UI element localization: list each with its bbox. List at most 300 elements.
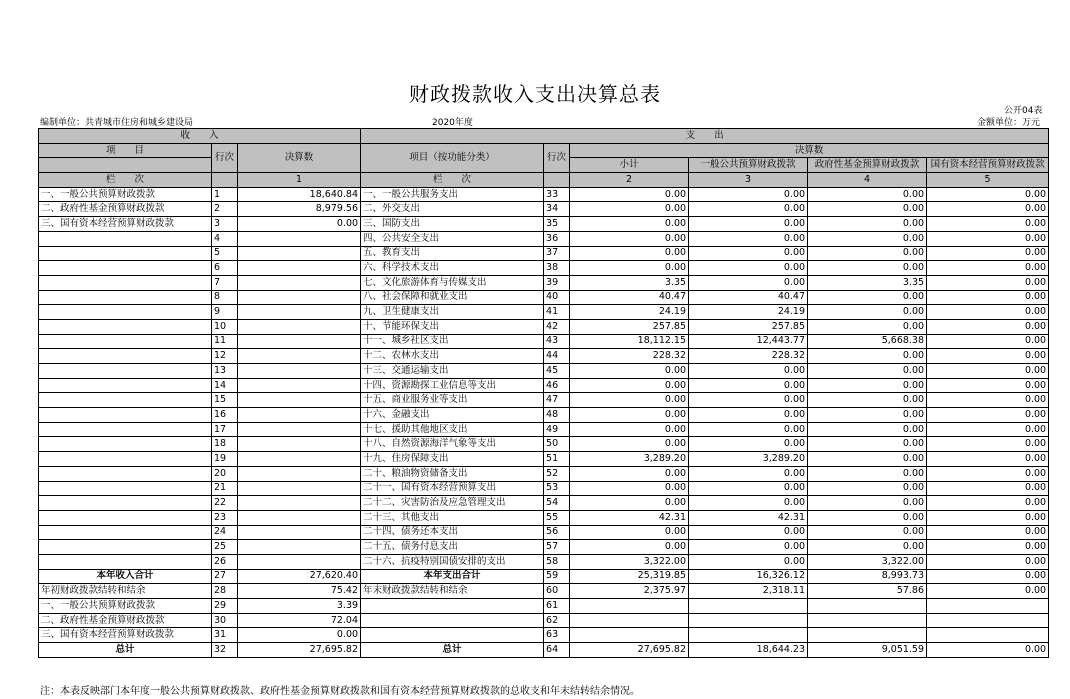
- table-row: [39, 466, 1049, 481]
- expense-gov-fund: 0.00: [808, 364, 927, 379]
- income-amount: [238, 246, 361, 261]
- expense-state-capital: 0.00: [927, 217, 1049, 232]
- expense-state-capital: 0.00: [927, 408, 1049, 423]
- expense-line-no: 46: [544, 378, 570, 393]
- income-line-no: 3: [212, 217, 238, 232]
- income-amount: [238, 275, 361, 290]
- income-amount: [238, 466, 361, 481]
- blank-cell: [808, 628, 927, 643]
- expense-gov-fund: 0.00: [808, 540, 927, 555]
- year-income-no: 27: [212, 569, 238, 584]
- expense-subtotal: 18,112.15: [570, 334, 689, 349]
- footnote: 注：本表反映部门本年度一般公共预算财政拨款、政府性基金预算财政拨款和国有资本经营预算财政拨款的总收支和年末结转结余情况。: [40, 686, 640, 697]
- expense-subtotal: 0.00: [570, 437, 689, 452]
- expense-item: 六、科学技术支出: [361, 261, 544, 276]
- expense-item: 十七、援助其他地区支出: [361, 422, 544, 437]
- expense-line-no: 56: [544, 525, 570, 540]
- income-line-no: 5: [212, 246, 238, 261]
- income-amount: [238, 364, 361, 379]
- end-balance-no: 60: [544, 584, 570, 599]
- table-row: [39, 569, 1049, 584]
- expense-state-capital: 0.00: [927, 437, 1049, 452]
- final-amount-header: 决算数: [238, 143, 361, 172]
- expense-gen-budget: 0.00: [689, 231, 808, 246]
- expense-gen-budget: 0.00: [689, 554, 808, 569]
- expense-gov-fund: 0.00: [808, 466, 927, 481]
- expense-subtotal: 0.00: [570, 540, 689, 555]
- table-row: [39, 275, 1049, 290]
- income-line-no: 19: [212, 452, 238, 467]
- expense-state-capital: 0.00: [927, 334, 1049, 349]
- expense-gen-budget: 24.19: [689, 305, 808, 320]
- expense-state-capital: 0.00: [927, 231, 1049, 246]
- grand-total-ex-no: 64: [544, 643, 570, 658]
- income-amount: [238, 393, 361, 408]
- table-row: [39, 334, 1049, 349]
- line-no-header: 行次: [212, 143, 238, 172]
- income-line-no: 9: [212, 305, 238, 320]
- expense-item: 五、教育支出: [361, 246, 544, 261]
- income-item: [39, 378, 212, 393]
- begin-balance-no: 28: [212, 584, 238, 599]
- income-amount: 8,979.56: [238, 202, 361, 217]
- table-row: [39, 187, 1049, 202]
- expense-state-capital: 0.00: [927, 540, 1049, 555]
- expense-item: 九、卫生健康支出: [361, 305, 544, 320]
- expense-gov-fund: 0.00: [808, 408, 927, 423]
- table-row: [39, 231, 1049, 246]
- income-amount: [238, 231, 361, 246]
- income-header: 收 入: [39, 129, 361, 144]
- expense-item: 二十四、债务还本支出: [361, 525, 544, 540]
- expense-line-no: 55: [544, 510, 570, 525]
- col-label-2: 栏 次: [361, 173, 544, 188]
- expense-gen-budget: 0.00: [689, 466, 808, 481]
- income-amount: [238, 452, 361, 467]
- budget-summary-table: [38, 128, 1049, 658]
- blank-cell: [927, 599, 1049, 614]
- expense-state-capital: 0.00: [927, 481, 1049, 496]
- income-line-no: 16: [212, 408, 238, 423]
- income-item: [39, 349, 212, 364]
- income-item: [39, 554, 212, 569]
- expense-line-no: 57: [544, 540, 570, 555]
- income-line-no: 17: [212, 422, 238, 437]
- expense-gov-fund: 0.00: [808, 261, 927, 276]
- expense-item: 二十五、债务付息支出: [361, 540, 544, 555]
- balance-gen-ex-no: 61: [544, 599, 570, 614]
- table-row: [39, 554, 1049, 569]
- expense-subtotal: 3,289.20: [570, 452, 689, 467]
- expense-subtotal: 0.00: [570, 231, 689, 246]
- expense-item: 十四、资源勘探工业信息等支出: [361, 378, 544, 393]
- expense-subtotal: 0.00: [570, 496, 689, 511]
- end-balance-gen: 2,318.11: [689, 584, 808, 599]
- expense-item: 十八、自然资源海洋气象等支出: [361, 437, 544, 452]
- income-line-no: 8: [212, 290, 238, 305]
- income-amount: [238, 334, 361, 349]
- income-item: [39, 422, 212, 437]
- table-row: [39, 452, 1049, 467]
- balance-gen-amount: 3.39: [238, 599, 361, 614]
- expense-subtotal: 0.00: [570, 393, 689, 408]
- income-line-no: 13: [212, 364, 238, 379]
- item-header-blank: [39, 158, 212, 173]
- balance-cap-ex-no: 63: [544, 628, 570, 643]
- expense-gen-budget: 42.31: [689, 510, 808, 525]
- income-amount: [238, 525, 361, 540]
- income-amount: [238, 261, 361, 276]
- expense-state-capital: 0.00: [927, 510, 1049, 525]
- table-row: [39, 628, 1049, 643]
- table-row: [39, 393, 1049, 408]
- expense-state-capital: 0.00: [927, 202, 1049, 217]
- expense-state-capital: 0.00: [927, 554, 1049, 569]
- gen-budget-header: 一般公共预算财政拨款: [689, 158, 808, 173]
- grand-total-label: 总计: [39, 643, 212, 658]
- income-item: [39, 290, 212, 305]
- table-row: [39, 261, 1049, 276]
- expense-item: 一、一般公共服务支出: [361, 187, 544, 202]
- income-item: 二、政府性基金预算财政拨款: [39, 202, 212, 217]
- balance-cap-label: 三、国有资本经营预算财政拨款: [39, 628, 212, 643]
- begin-balance-amount: 75.42: [238, 584, 361, 599]
- expense-line-no: 47: [544, 393, 570, 408]
- item-header: 项 目: [39, 143, 212, 158]
- line-no-header-2: 行次: [544, 143, 570, 172]
- expense-gov-fund: 0.00: [808, 290, 927, 305]
- expense-gen-budget: 0.00: [689, 261, 808, 276]
- table-row: [39, 599, 1049, 614]
- expense-gov-fund: 0.00: [808, 217, 927, 232]
- expense-gen-budget: 40.47: [689, 290, 808, 305]
- income-item: [39, 466, 212, 481]
- balance-cap-no: 31: [212, 628, 238, 643]
- expense-line-no: 39: [544, 275, 570, 290]
- table-row: [39, 525, 1049, 540]
- income-line-no: 20: [212, 466, 238, 481]
- income-item: [39, 510, 212, 525]
- blank-cell: [927, 628, 1049, 643]
- expense-item: 二十三、其他支出: [361, 510, 544, 525]
- grand-total-fund: 9,051.59: [808, 643, 927, 658]
- expense-item: 十二、农林水支出: [361, 349, 544, 364]
- grand-total-cap: 0.00: [927, 643, 1049, 658]
- blank-cell: [689, 599, 808, 614]
- year-expense-gen: 16,326.12: [689, 569, 808, 584]
- expense-gov-fund: 0.00: [808, 319, 927, 334]
- table-row: [39, 613, 1049, 628]
- income-item: [39, 525, 212, 540]
- table-row: [39, 422, 1049, 437]
- expense-state-capital: 0.00: [927, 290, 1049, 305]
- blank-cell: [361, 613, 544, 628]
- expense-state-capital: 0.00: [927, 422, 1049, 437]
- expense-state-capital: 0.00: [927, 466, 1049, 481]
- blank-cell: [927, 613, 1049, 628]
- begin-balance-label: 年初财政拨款结转和结余: [39, 584, 212, 599]
- income-amount: 18,640.84: [238, 187, 361, 202]
- expense-line-no: 42: [544, 319, 570, 334]
- income-item: [39, 496, 212, 511]
- income-amount: 0.00: [238, 217, 361, 232]
- expense-gen-budget: 257.85: [689, 319, 808, 334]
- table-row: [39, 319, 1049, 334]
- expense-gen-budget: 0.00: [689, 481, 808, 496]
- income-item: [39, 481, 212, 496]
- expense-line-no: 41: [544, 305, 570, 320]
- income-item: [39, 437, 212, 452]
- expense-gen-budget: 0.00: [689, 422, 808, 437]
- income-line-no: 23: [212, 510, 238, 525]
- expense-item: 十三、交通运输支出: [361, 364, 544, 379]
- col-label-blank-2: [544, 173, 570, 188]
- expense-subtotal: 0.00: [570, 408, 689, 423]
- expense-line-no: 36: [544, 231, 570, 246]
- blank-cell: [808, 613, 927, 628]
- income-item: [39, 393, 212, 408]
- col-num-4: 4: [808, 173, 927, 188]
- income-line-no: 4: [212, 231, 238, 246]
- income-line-no: 22: [212, 496, 238, 511]
- expense-gen-budget: 0.00: [689, 364, 808, 379]
- income-item: [39, 452, 212, 467]
- expense-subtotal: 0.00: [570, 481, 689, 496]
- income-item: [39, 305, 212, 320]
- expense-gov-fund: 0.00: [808, 202, 927, 217]
- col-num-1: 1: [238, 173, 361, 188]
- table-row: [39, 540, 1049, 555]
- expense-gov-fund: 0.00: [808, 525, 927, 540]
- expense-gov-fund: 0.00: [808, 246, 927, 261]
- expense-subtotal: 0.00: [570, 466, 689, 481]
- expense-gen-budget: 12,443.77: [689, 334, 808, 349]
- expense-gov-fund: 0.00: [808, 452, 927, 467]
- expense-line-no: 44: [544, 349, 570, 364]
- col-num-2: 2: [570, 173, 689, 188]
- balance-gen-label: 一、一般公共预算财政拨款: [39, 599, 212, 614]
- income-item: [39, 408, 212, 423]
- end-balance-fund: 57.86: [808, 584, 927, 599]
- income-amount: [238, 349, 361, 364]
- expense-item: 二十、粮油物资储备支出: [361, 466, 544, 481]
- balance-fund-ex-no: 62: [544, 613, 570, 628]
- expense-gov-fund: 0.00: [808, 378, 927, 393]
- expense-state-capital: 0.00: [927, 305, 1049, 320]
- expense-gen-budget: 0.00: [689, 408, 808, 423]
- income-item: [39, 334, 212, 349]
- expense-item: 十、节能环保支出: [361, 319, 544, 334]
- grand-total-gen: 18,644.23: [689, 643, 808, 658]
- expense-subtotal: 24.19: [570, 305, 689, 320]
- expense-item: 三、国防支出: [361, 217, 544, 232]
- expense-gov-fund: 3,322.00: [808, 554, 927, 569]
- expense-gen-budget: 0.00: [689, 525, 808, 540]
- expense-state-capital: 0.00: [927, 452, 1049, 467]
- expense-item: 二十六、抗疫特别国债安排的支出: [361, 554, 544, 569]
- table-row: [39, 305, 1049, 320]
- expense-item: 二十一、国有资本经营预算支出: [361, 481, 544, 496]
- expense-line-no: 45: [544, 364, 570, 379]
- expense-state-capital: 0.00: [927, 378, 1049, 393]
- income-amount: [238, 496, 361, 511]
- expense-line-no: 40: [544, 290, 570, 305]
- subtotal-header: 小计: [570, 158, 689, 173]
- expense-line-no: 43: [544, 334, 570, 349]
- income-item: 一、一般公共预算财政拨款: [39, 187, 212, 202]
- income-line-no: 11: [212, 334, 238, 349]
- expense-subtotal: 3.35: [570, 275, 689, 290]
- expense-item: 二十二、灾害防治及应急管理支出: [361, 496, 544, 511]
- blank-cell: [361, 599, 544, 614]
- income-line-no: 2: [212, 202, 238, 217]
- expense-subtotal: 0.00: [570, 525, 689, 540]
- income-line-no: 26: [212, 554, 238, 569]
- expense-gen-budget: 3,289.20: [689, 452, 808, 467]
- year-expense-cap: 0.00: [927, 569, 1049, 584]
- final-amount-header-2: 决算数: [570, 143, 1049, 158]
- expense-subtotal: 42.31: [570, 510, 689, 525]
- blank-cell: [808, 599, 927, 614]
- amount-unit: 金额单位：万元: [977, 118, 1041, 128]
- grand-total-no: 32: [212, 643, 238, 658]
- income-item: [39, 246, 212, 261]
- expense-state-capital: 0.00: [927, 349, 1049, 364]
- func-item-header: 项目（按功能分类）: [361, 143, 544, 172]
- income-amount: [238, 422, 361, 437]
- expense-line-no: 52: [544, 466, 570, 481]
- grand-total-amount: 27,695.82: [238, 643, 361, 658]
- grand-total-subtotal: 27,695.82: [570, 643, 689, 658]
- expense-state-capital: 0.00: [927, 275, 1049, 290]
- expense-line-no: 50: [544, 437, 570, 452]
- expense-subtotal: 0.00: [570, 261, 689, 276]
- compiling-unit: 编制单位：共青城市住房和城乡建设局: [40, 118, 194, 128]
- expense-gen-budget: 0.00: [689, 202, 808, 217]
- expense-gov-fund: 0.00: [808, 510, 927, 525]
- income-line-no: 21: [212, 481, 238, 496]
- expense-gen-budget: 0.00: [689, 246, 808, 261]
- income-line-no: 12: [212, 349, 238, 364]
- table-row: [39, 437, 1049, 452]
- expense-gen-budget: 0.00: [689, 275, 808, 290]
- expense-state-capital: 0.00: [927, 496, 1049, 511]
- table-row: [39, 349, 1049, 364]
- year-expense-label: 本年支出合计: [361, 569, 544, 584]
- table-row: [39, 643, 1049, 658]
- expense-line-no: 51: [544, 452, 570, 467]
- expense-item: 四、公共安全支出: [361, 231, 544, 246]
- expense-subtotal: 0.00: [570, 187, 689, 202]
- expense-line-no: 54: [544, 496, 570, 511]
- expense-item: 十六、金融支出: [361, 408, 544, 423]
- expense-subtotal: 0.00: [570, 422, 689, 437]
- expense-subtotal: 228.32: [570, 349, 689, 364]
- year-income-label: 本年收入合计: [39, 569, 212, 584]
- expense-item: 十一、城乡社区支出: [361, 334, 544, 349]
- income-amount: [238, 437, 361, 452]
- income-amount: [238, 408, 361, 423]
- end-balance-cap: 0.00: [927, 584, 1049, 599]
- expense-line-no: 49: [544, 422, 570, 437]
- expense-gen-budget: 0.00: [689, 496, 808, 511]
- expense-gov-fund: 0.00: [808, 422, 927, 437]
- income-amount: [238, 378, 361, 393]
- balance-fund-no: 30: [212, 613, 238, 628]
- expense-state-capital: 0.00: [927, 261, 1049, 276]
- blank-cell: [689, 628, 808, 643]
- expense-line-no: 33: [544, 187, 570, 202]
- income-amount: [238, 554, 361, 569]
- year-expense-no: 59: [544, 569, 570, 584]
- expense-state-capital: 0.00: [927, 246, 1049, 261]
- income-line-no: 1: [212, 187, 238, 202]
- expense-subtotal: 0.00: [570, 378, 689, 393]
- expense-gov-fund: 0.00: [808, 349, 927, 364]
- expense-state-capital: 0.00: [927, 319, 1049, 334]
- expense-gov-fund: 5,668.38: [808, 334, 927, 349]
- grand-total-label-2: 总计: [361, 643, 544, 658]
- state-capital-header: 国有资本经营预算财政拨款: [927, 158, 1049, 173]
- income-item: [39, 540, 212, 555]
- gov-fund-header: 政府性基金预算财政拨款: [808, 158, 927, 173]
- expense-gov-fund: 0.00: [808, 187, 927, 202]
- expense-gov-fund: 3.35: [808, 275, 927, 290]
- col-num-5: 5: [927, 173, 1049, 188]
- expense-line-no: 34: [544, 202, 570, 217]
- expense-gen-budget: 0.00: [689, 217, 808, 232]
- expense-subtotal: 0.00: [570, 202, 689, 217]
- table-row: [39, 481, 1049, 496]
- expense-gov-fund: 0.00: [808, 305, 927, 320]
- income-line-no: 10: [212, 319, 238, 334]
- report-year: 2020年度: [432, 118, 473, 128]
- table-row: [39, 510, 1049, 525]
- col-label-blank: [212, 173, 238, 188]
- income-item: 三、国有资本经营预算财政拨款: [39, 217, 212, 232]
- col-label: 栏 次: [39, 173, 212, 188]
- expense-subtotal: 0.00: [570, 217, 689, 232]
- year-expense-subtotal: 25,319.85: [570, 569, 689, 584]
- expense-gov-fund: 0.00: [808, 393, 927, 408]
- income-item: [39, 364, 212, 379]
- expense-line-no: 48: [544, 408, 570, 423]
- expense-subtotal: 257.85: [570, 319, 689, 334]
- expense-gen-budget: 0.00: [689, 437, 808, 452]
- expense-gen-budget: 0.00: [689, 540, 808, 555]
- expense-state-capital: 0.00: [927, 187, 1049, 202]
- income-line-no: 6: [212, 261, 238, 276]
- income-item: [39, 319, 212, 334]
- end-balance-subtotal: 2,375.97: [570, 584, 689, 599]
- income-amount: [238, 319, 361, 334]
- expense-line-no: 35: [544, 217, 570, 232]
- expense-item: 二、外交支出: [361, 202, 544, 217]
- end-balance-label: 年末财政拨款结转和结余: [361, 584, 544, 599]
- table-row: [39, 364, 1049, 379]
- col-num-3: 3: [689, 173, 808, 188]
- expense-item: 十九、住房保障支出: [361, 452, 544, 467]
- income-amount: [238, 290, 361, 305]
- expense-line-no: 37: [544, 246, 570, 261]
- expense-line-no: 38: [544, 261, 570, 276]
- table-row: [39, 290, 1049, 305]
- expense-gov-fund: 0.00: [808, 481, 927, 496]
- income-line-no: 18: [212, 437, 238, 452]
- table-code: 公开04表: [1004, 106, 1043, 116]
- expense-line-no: 53: [544, 481, 570, 496]
- income-item: [39, 231, 212, 246]
